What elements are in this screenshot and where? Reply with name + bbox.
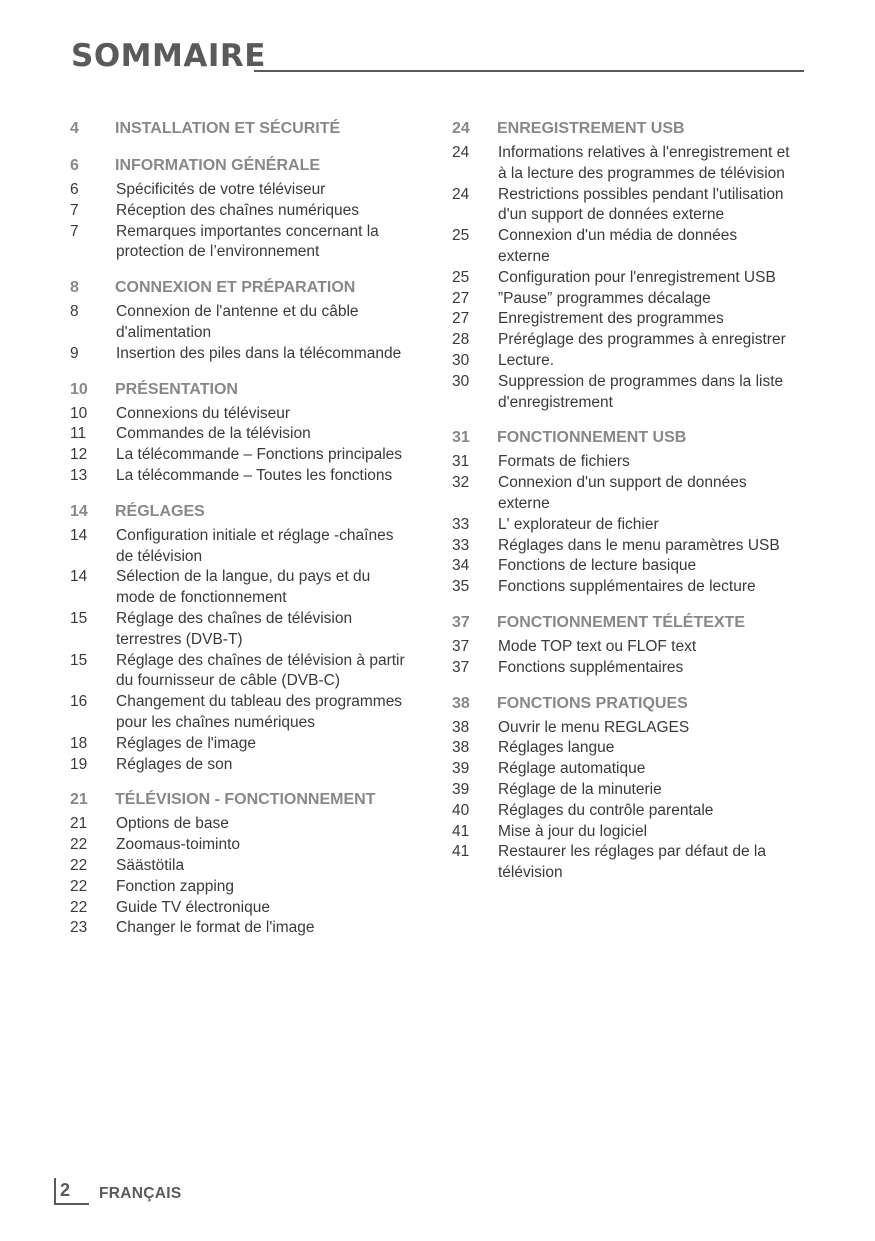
toc-entry xyxy=(452,801,812,822)
section-heading xyxy=(70,500,430,524)
toc-section xyxy=(70,500,430,776)
page-title: SOMMAIRE xyxy=(71,38,266,74)
toc-entry xyxy=(70,835,430,856)
title-underline xyxy=(254,70,804,72)
entry-page-number: 24 xyxy=(452,144,470,161)
entry-page-number: 19 xyxy=(70,755,88,773)
entry-title: Spécificités de votre téléviseur xyxy=(116,181,326,198)
toc-entry xyxy=(452,577,812,598)
toc-entry xyxy=(70,404,430,425)
entry-page-number: 14 xyxy=(70,568,88,586)
toc-section xyxy=(70,117,430,141)
entry-page-number: 9 xyxy=(70,344,79,362)
toc-left-column xyxy=(70,117,430,952)
entry-page-number: 38 xyxy=(452,739,470,757)
toc-section xyxy=(452,611,812,679)
section-page-number: 4 xyxy=(70,120,79,137)
entry-page-number: 32 xyxy=(452,474,470,492)
footer-rule-vertical xyxy=(54,1178,56,1204)
toc-section xyxy=(70,276,430,364)
toc-entry xyxy=(452,718,812,739)
entry-title: Fonction zapping xyxy=(116,877,235,895)
section-page-number: 31 xyxy=(452,429,470,447)
section-heading xyxy=(70,276,430,300)
entry-page-number: 27 xyxy=(452,289,470,307)
toc-entry xyxy=(70,651,430,693)
toc-entry xyxy=(452,226,812,268)
toc-entry xyxy=(70,424,430,445)
toc-entry xyxy=(452,536,812,557)
entry-page-number: 12 xyxy=(70,446,88,464)
entry-title: Suppression de programmes dans la liste d'enregistrement xyxy=(498,372,784,411)
section-title: RÉGLAGES xyxy=(115,502,205,520)
entry-page-number: 33 xyxy=(452,515,470,533)
entry-title: Restrictions possibles pendant l'utilisation d'un support de données externe xyxy=(498,185,784,224)
toc-entry xyxy=(70,222,430,264)
section-heading xyxy=(452,692,812,716)
entry-page-number: 40 xyxy=(452,801,470,819)
entry-title: Zoomaus-toiminto xyxy=(116,836,241,854)
entry-page-number: 30 xyxy=(452,351,470,369)
toc-entry xyxy=(70,856,430,877)
toc-entry xyxy=(70,445,430,466)
toc-entry xyxy=(70,609,430,651)
entry-page-number: 22 xyxy=(70,856,88,874)
toc-entry xyxy=(70,466,430,487)
toc-entry xyxy=(70,877,430,898)
entry-title: Réglages de l'image xyxy=(116,734,256,752)
entry-page-number: 22 xyxy=(70,877,88,895)
toc-entry xyxy=(452,658,812,679)
toc-entry xyxy=(70,814,430,835)
section-title: FONCTIONNEMENT USB xyxy=(497,429,687,447)
entry-title: Changer le format de l'image xyxy=(116,919,315,937)
toc-entry xyxy=(452,822,812,843)
entry-title: Remarques importantes concernant la protection de l’environnement xyxy=(116,222,379,261)
entry-page-number: 16 xyxy=(70,693,88,711)
toc-section xyxy=(452,117,812,413)
section-title: FONCTIONS PRATIQUES xyxy=(497,694,688,712)
entry-title: Fonctions supplémentaires de lecture xyxy=(498,578,756,596)
entry-page-number: 22 xyxy=(70,836,88,854)
toc-right-column xyxy=(452,117,812,897)
entry-title: Fonctions de lecture basique xyxy=(498,557,697,575)
section-title: CONNEXION ET PRÉPARATION xyxy=(115,279,356,297)
toc-entry xyxy=(452,738,812,759)
entry-title: Commandes de la télévision xyxy=(116,425,311,443)
toc-section xyxy=(452,692,812,884)
toc-entry xyxy=(70,344,430,365)
entry-page-number: 15 xyxy=(70,651,88,669)
entry-title: Fonctions supplémentaires xyxy=(498,658,684,676)
toc-entry xyxy=(70,302,430,344)
toc-entry xyxy=(70,692,430,734)
entry-page-number: 38 xyxy=(452,718,470,736)
toc-entry xyxy=(70,755,430,776)
toc-entry xyxy=(452,515,812,536)
toc-entry xyxy=(70,734,430,755)
entry-title: Connexion d'un média de données externe xyxy=(498,227,738,265)
toc-section xyxy=(70,154,430,263)
entry-page-number: 35 xyxy=(452,578,470,596)
entry-page-number: 24 xyxy=(452,185,470,203)
entry-title: Connexion de l'antenne et du câble d'alimentation xyxy=(116,303,359,341)
section-heading xyxy=(452,611,812,635)
entry-page-number: 25 xyxy=(452,227,470,245)
entry-title: Ouvrir le menu REGLAGES xyxy=(498,718,690,736)
entry-title: L' explorateur de fichier xyxy=(498,515,659,533)
entry-title: Réglage des chaînes de télévision à partir du fournisseur de câble (DVB-C) xyxy=(116,651,405,690)
entry-title: Options de base xyxy=(116,815,229,833)
entry-title: Restaurer les réglages par défaut de la télévision xyxy=(498,843,766,882)
section-page-number: 10 xyxy=(70,380,88,398)
entry-page-number: 27 xyxy=(452,310,470,328)
section-heading xyxy=(70,788,430,812)
section-page-number: 24 xyxy=(452,120,470,137)
toc-entry xyxy=(452,351,812,372)
section-heading xyxy=(70,154,430,178)
toc-entry xyxy=(452,330,812,351)
toc-entry xyxy=(452,637,812,658)
entry-title: Réglage de la minuterie xyxy=(498,780,662,798)
section-heading xyxy=(452,426,812,450)
entry-page-number: 39 xyxy=(452,780,470,798)
toc-entry xyxy=(452,309,812,330)
footer-rule-horizontal xyxy=(54,1203,89,1205)
entry-page-number: 6 xyxy=(70,181,79,198)
entry-title: Configuration pour l'enregistrement USB xyxy=(498,268,776,286)
entry-title: Sélection de la langue, du pays et du mode de fonctionnement xyxy=(116,568,371,607)
entry-page-number: 15 xyxy=(70,609,88,627)
section-page-number: 14 xyxy=(70,502,88,520)
entry-page-number: 37 xyxy=(452,658,470,676)
entry-page-number: 39 xyxy=(452,760,470,778)
section-heading xyxy=(70,117,430,141)
entry-title: Säästötila xyxy=(116,856,185,874)
entry-page-number: 14 xyxy=(70,526,88,544)
toc-entry xyxy=(452,452,812,473)
toc-entry xyxy=(452,780,812,801)
entry-title: Réglages langue xyxy=(498,739,615,757)
toc-entry xyxy=(452,185,812,227)
toc-entry xyxy=(70,526,430,568)
toc-entry xyxy=(452,556,812,577)
entry-title: ”Pause” programmes décalage xyxy=(498,289,711,307)
entry-title: Réglage des chaînes de télévision terrestres (DVB-T) xyxy=(116,609,353,648)
toc-entry xyxy=(452,372,812,414)
entry-title: Réception des chaînes numériques xyxy=(116,201,359,219)
entry-page-number: 28 xyxy=(452,331,470,349)
section-page-number: 37 xyxy=(452,613,470,631)
entry-page-number: 25 xyxy=(452,268,470,286)
entry-title: Préréglage des programmes à enregistrer xyxy=(498,331,786,349)
entry-page-number: 18 xyxy=(70,734,88,752)
entry-title: Connexions du téléviseur xyxy=(116,404,291,422)
entry-page-number: 11 xyxy=(70,425,87,443)
section-title: TÉLÉVISION - FONCTIONNEMENT xyxy=(115,791,376,809)
entry-page-number: 31 xyxy=(452,453,470,471)
toc-entry xyxy=(70,180,430,201)
toc-entry xyxy=(70,898,430,919)
entry-page-number: 37 xyxy=(452,637,470,655)
entry-title: Changement du tableau des programmes pour les chaînes numériques xyxy=(116,693,403,731)
toc-entry xyxy=(70,201,430,222)
entry-page-number: 7 xyxy=(70,201,79,219)
entry-title: Enregistrement des programmes xyxy=(498,310,724,328)
toc-entry xyxy=(452,143,812,185)
footer-language: FRANÇAIS xyxy=(99,1185,182,1202)
toc-section xyxy=(70,378,430,487)
entry-page-number: 7 xyxy=(70,222,79,240)
toc-entry xyxy=(452,759,812,780)
entry-title: Mode TOP text ou FLOF text xyxy=(498,637,697,655)
section-title: ENREGISTREMENT USB xyxy=(497,120,685,137)
section-title: PRÉSENTATION xyxy=(115,380,238,398)
entry-page-number: 21 xyxy=(70,815,88,833)
toc-entry xyxy=(70,567,430,609)
section-page-number: 21 xyxy=(70,791,88,809)
entry-title: Informations relatives à l'enregistrement et à la lecture des programmes de télévision xyxy=(498,144,790,182)
entry-title: La télécommande – Toutes les fonctions xyxy=(116,466,393,484)
entry-page-number: 10 xyxy=(70,404,88,422)
entry-page-number: 13 xyxy=(70,466,88,484)
toc-section xyxy=(70,788,430,939)
section-title: FONCTIONNEMENT TÉLÉTEXTE xyxy=(497,613,745,631)
entry-title: Mise à jour du logiciel xyxy=(498,822,648,840)
entry-title: Réglage automatique xyxy=(498,760,646,778)
entry-page-number: 33 xyxy=(452,536,470,554)
section-title: INSTALLATION ET SÉCURITÉ xyxy=(115,120,341,137)
entry-page-number: 8 xyxy=(70,303,79,321)
entry-title: Guide TV électronique xyxy=(116,898,270,916)
entry-title: Réglages dans le menu paramètres USB xyxy=(498,536,780,554)
section-page-number: 6 xyxy=(70,157,79,174)
entry-page-number: 41 xyxy=(452,822,470,840)
page-number: 2 xyxy=(60,1180,71,1200)
toc-section xyxy=(452,426,812,598)
section-page-number: 8 xyxy=(70,279,79,297)
entry-page-number: 23 xyxy=(70,919,88,937)
section-heading xyxy=(452,117,812,141)
toc-entry xyxy=(70,918,430,939)
entry-title: Lecture. xyxy=(498,351,555,369)
entry-title: Insertion des piles dans la télécommande xyxy=(116,344,402,362)
entry-title: Réglages du contrôle parentale xyxy=(498,801,714,819)
toc-entry xyxy=(452,289,812,310)
toc-entry xyxy=(452,268,812,289)
entry-page-number: 41 xyxy=(452,843,470,861)
entry-title: Connexion d'un support de données externe xyxy=(498,474,747,512)
toc-entry xyxy=(452,842,812,884)
entry-page-number: 22 xyxy=(70,898,88,916)
entry-title: Formats de fichiers xyxy=(498,453,630,471)
entry-title: La télécommande – Fonctions principales xyxy=(116,446,403,464)
entry-page-number: 34 xyxy=(452,557,470,575)
section-heading xyxy=(70,378,430,402)
entry-page-number: 30 xyxy=(452,372,470,390)
toc-entry xyxy=(452,473,812,515)
section-page-number: 38 xyxy=(452,694,470,712)
section-title: INFORMATION GÉNÉRALE xyxy=(115,157,321,174)
entry-title: Réglages de son xyxy=(116,755,233,773)
entry-title: Configuration initiale et réglage -chaînes de télévision xyxy=(116,526,394,565)
